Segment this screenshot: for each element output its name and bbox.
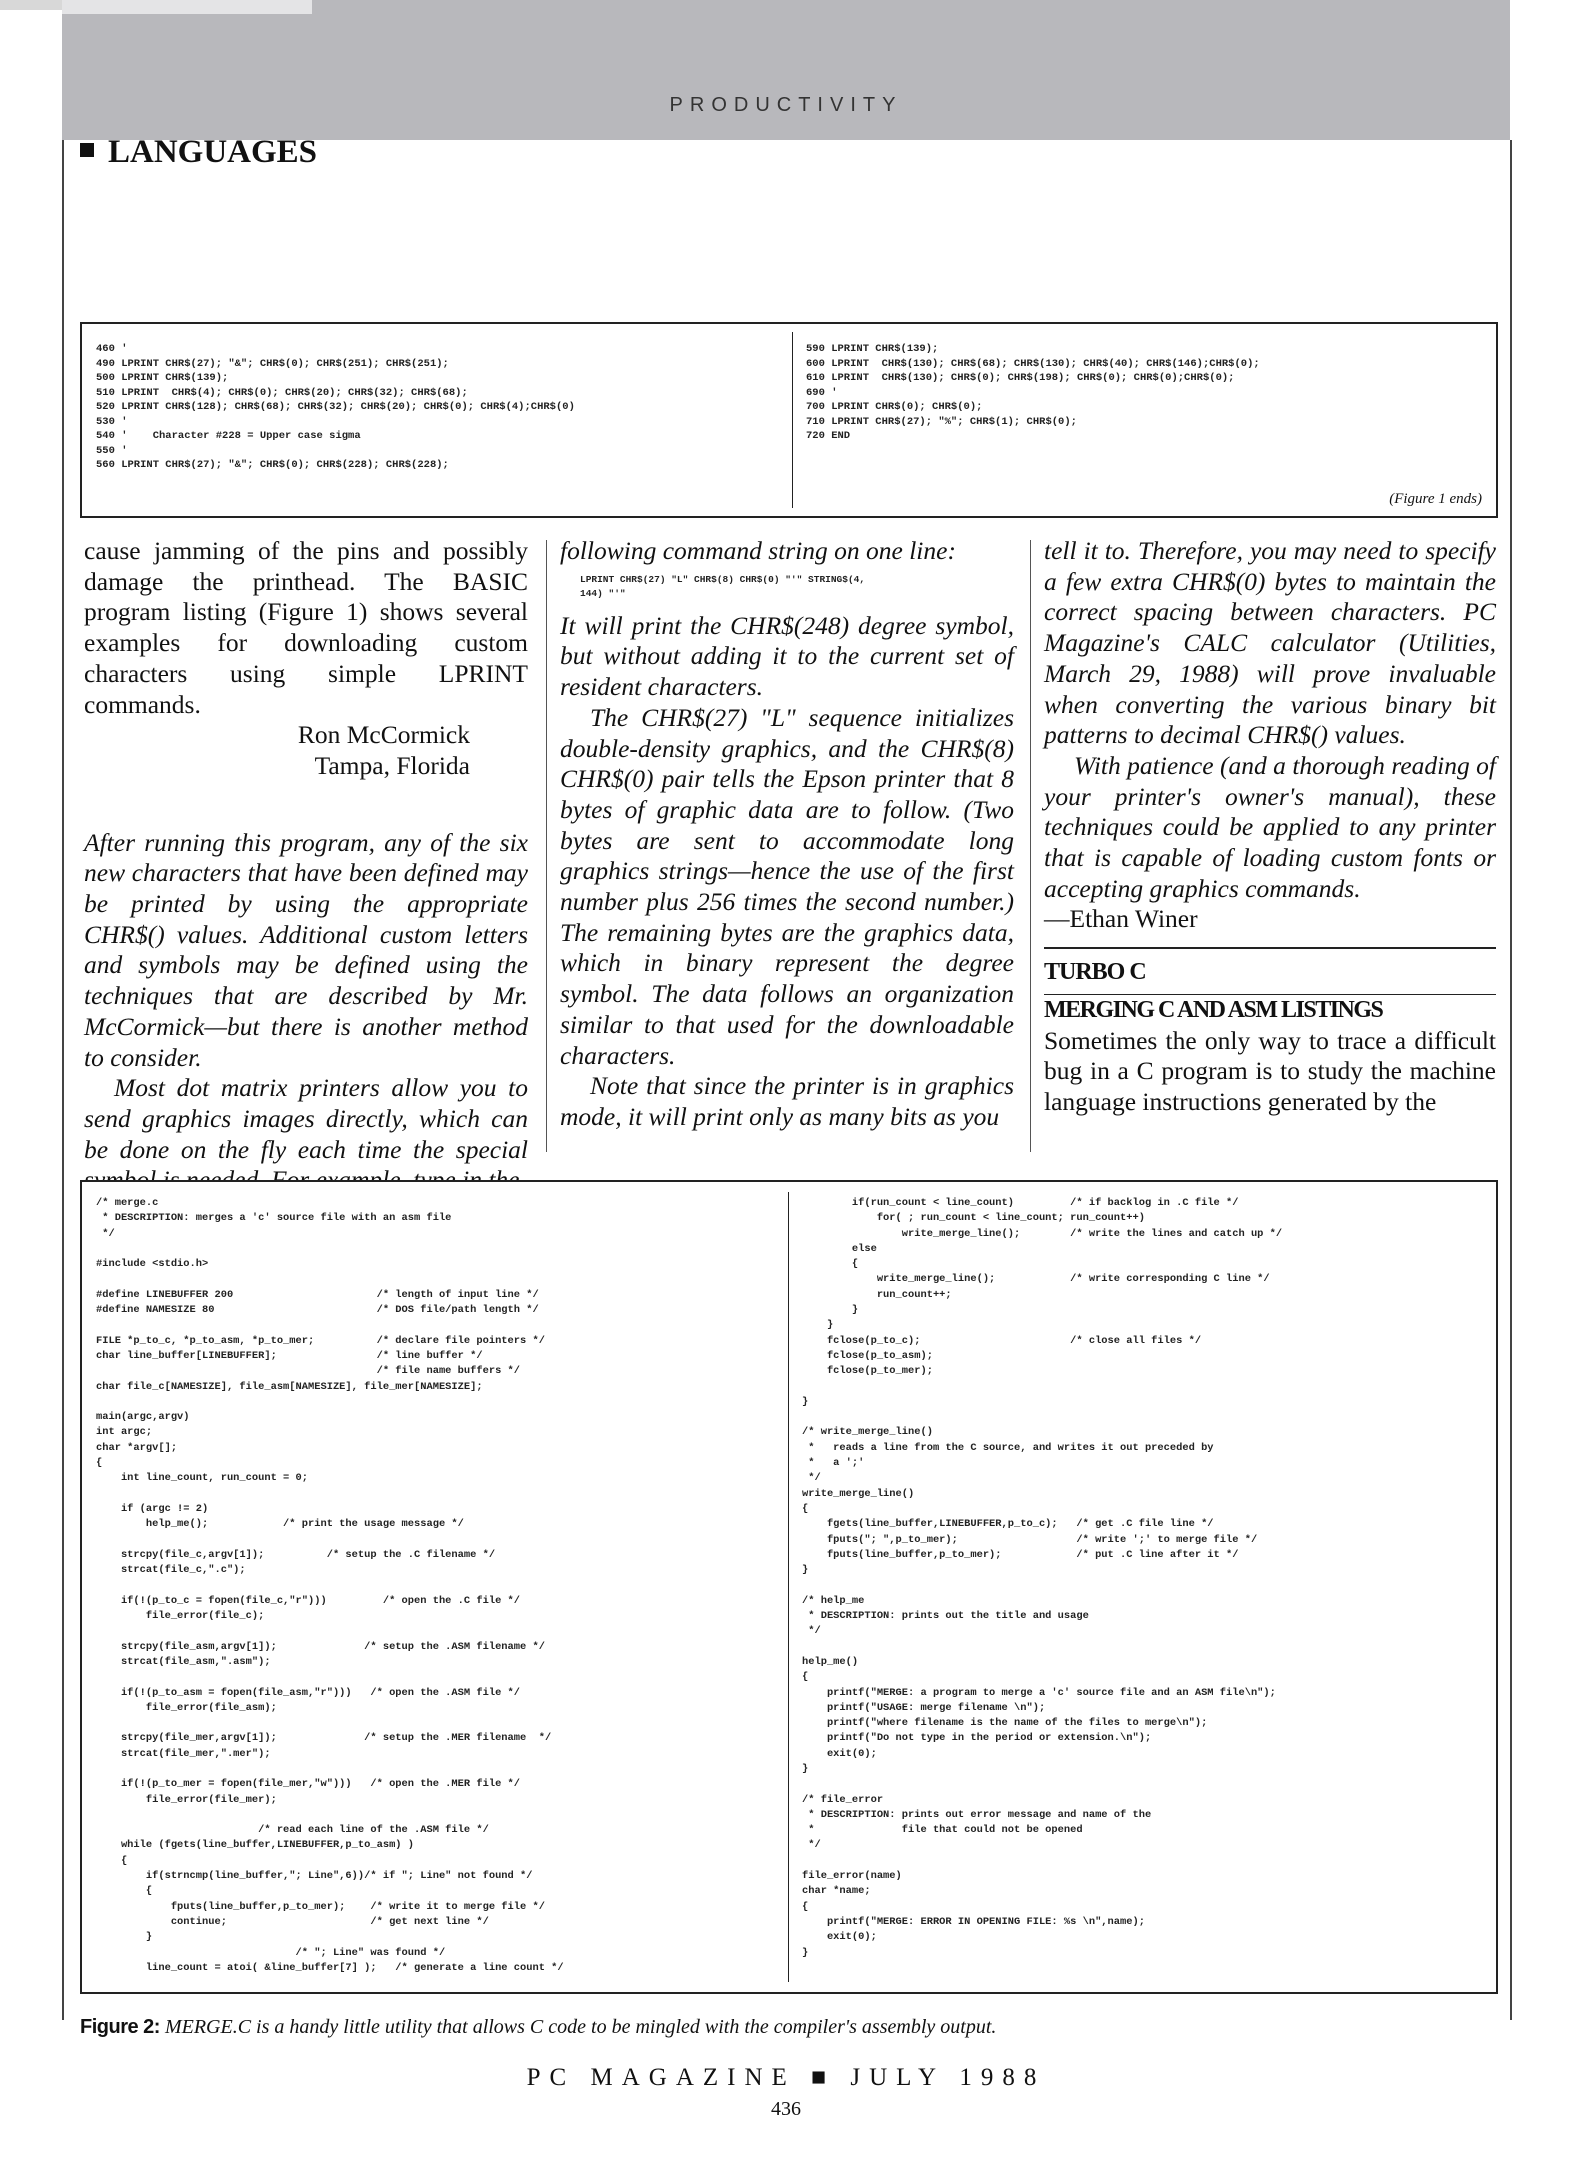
column-rule-1 <box>546 540 547 1152</box>
figure-2-code-box <box>80 1180 1498 1994</box>
footer-magazine: PC MAGAZINE ■ JULY 1988 <box>526 2064 1046 2091</box>
article-column-1 <box>84 536 528 1196</box>
letter-signature-name: Ron McCormick <box>297 720 470 750</box>
letter-signature-place: Tampa, Florida <box>314 750 470 780</box>
paragraph-gap <box>84 782 528 828</box>
figure-2-right-column <box>802 1196 1282 1961</box>
figure-2-left-code: /* merge.c * DESCRIPTION: merges a 'c' source file with an asm file */ #include <stdio.h> #define LINEBUFFER 200 /* length of input line */ #define NAMESIZE 80 /* DOS file/path length */ FILE *p_to_c, *p_to_asm, *p_to_mer; /* declare file pointers */ char line_buffer[LINEBUFFER]; /* line buffer */ /* file name buffers */ char file_c[NAMESIZE], file_asm[NAMESIZE], file_mer[NAMESIZE]; main(argc,argv) int argc; char *argv[]; { int line_count, run_count = 0; if (argc != 2) help_me(); /* print the usage message */ strcpy(file_c,argv[1]); /* setup the .C filename */ strcat(file_c,".c"); if(!(p_to_c = fopen(file_c,"r"))) /* open the .C file */ file_error(file_c); strcpy(file_asm,argv[1]); /* setup the .ASM filename */ strcat(file_asm,".asm"); if(!(p_to_asm = fopen(file_asm,"r"))) /* open the .ASM file */ file_error(file_asm); strcpy(file_mer,argv[1]); /* setup the .MER filename */ strcat(file_mer,".mer"); if(!(p_to_mer = fopen(file_mer,"w"))) /* open the .MER file */ file_error(file_mer); /* read each line of the .ASM file */ while (fgets(line_buffer,LINEBUFFER,p_to_asm) ) { if(strncmp(line_buffer,"; Line",6))/* if "; Line" not found */ { fputs(line_buffer,p_to_mer); /* write it to merge file */ continue; /* get next line */ } /* "; Line" was found */ line_count = atoi( &line_buffer[7] ); /* generate a line count */ <box>96 1197 564 1974</box>
col1-paragraph-1: cause jamming of the pins and possibly damage the printhead. The BASIC program listing (Figure 1) shows several examples for downloading custom characters using simple LPRINT commands. <box>84 536 528 719</box>
col2-inline-code: LPRINT CHR$(27) "L" CHR$(8) CHR$(0) "'" STRING$(4, 144) "'" <box>580 573 866 599</box>
figure-1-right-column <box>806 342 1260 444</box>
figure-2-divider <box>788 1192 789 1982</box>
left-page-rule <box>62 140 64 2020</box>
col1-paragraph-3: Most dot matrix printers allow you to send graphics images directly, which can be done on the fly each time the special <box>84 1073 528 1164</box>
col2-paragraph-1: following command string on one line: <box>560 536 956 565</box>
bullet-square-icon <box>80 143 94 157</box>
header-band-highlight <box>62 0 312 14</box>
col3-signature: —Ethan Winer <box>1044 904 1198 934</box>
figure-1-left-column <box>96 342 575 473</box>
section-rule <box>1044 947 1496 949</box>
column-rule-2 <box>1030 540 1031 1152</box>
figure-2-left-column <box>96 1196 564 1976</box>
col3-paragraph-2: With patience (and a thorough reading of your printer's owner's manual), these techniques could be applied to any printer that is capable of loading custom fonts or accepting graphics commands. <box>1044 750 1496 903</box>
col3-subheading: MERGING C AND ASM LISTINGS <box>1044 996 1383 1023</box>
col2-paragraph-3: The CHR$(27) "L" sequence initializes double-density graphics, and the CHR$(8) CHR$(0) pair tells the Epson printer that 8 bytes of graphic data are to follow. (Two bytes are sent to accommodate long graphics strings—hence the use of the first number plus 256 times the second number.) The remaining bytes are the graphics data, which in binary represent the degree symbol. The data follows an organization similar to that used for the downloadable characters. <box>560 702 1014 1070</box>
header-band-edge <box>0 0 62 10</box>
figure-1-left-code: 460 ' 490 LPRINT CHR$(27); "&"; CHR$(0); CHR$(251); CHR$(251); 500 LPRINT CHR$(139); 510 LPRINT CHR$(4); CHR$(0); CHR$(20); CHR$(32); CHR$(68); 520 LPRINT CHR$(128); CHR$(68); CHR$(32); CHR$(20); CHR$(0); CHR$(4);CHR$(0) 530 ' 540 ' Character #228 = Upper case sigma 550 ' 560 LPRINT CHR$(27); "&"; CHR$(0); CHR$(228); CHR$(228); <box>96 343 575 471</box>
figure-1-caption: (Figure 1 ends) <box>1389 491 1482 507</box>
figure-1-code-box <box>80 322 1498 518</box>
page-title-text: LANGUAGES <box>108 134 318 170</box>
figure-2-caption <box>80 2016 996 2039</box>
figure-2-caption-label: Figure 2: <box>80 2016 160 2038</box>
col3-paragraph-1: tell it to. Therefore, you may need to specify a few extra CHR$(0) bytes to maintain the correct spacing between characters. PC Magazine's CALC calculator (Utilities, March 29, 1988) will prove invaluable when converting the various binary bit patterns to decimal CHR$() values. <box>1044 536 1496 750</box>
right-page-rule <box>1510 140 1512 2020</box>
article-column-2 <box>560 536 1014 1133</box>
col2-paragraph-4: Note that since the printer is in graphics mode, it will print only as many bits as you <box>560 1071 1014 1131</box>
page-title <box>80 134 317 171</box>
col3-paragraph-3: Sometimes the only way to trace a difficult bug in a C program is to study the machine language instructions generated by the <box>1044 1025 1496 1116</box>
section-label: PRODUCTIVITY <box>669 94 903 116</box>
article-column-3 <box>1044 536 1496 1118</box>
page-number: 436 <box>771 2098 801 2120</box>
col3-section-heading: TURBO C <box>1044 959 1146 986</box>
figure-1-right-code: 590 LPRINT CHR$(139); 600 LPRINT CHR$(130); CHR$(68); CHR$(130); CHR$(40); CHR$(146);CHR$(0); 610 LPRINT CHR$(130); CHR$(0); CHR$(198); CHR$(0); CHR$(0);CHR$(0); 690 ' 700 LPRINT CHR$(0); CHR$(0); 710 LPRINT CHR$(27); "%"; CHR$(1); CHR$(0); 720 END <box>806 343 1260 442</box>
figure-2-right-code: if(run_count < line_count) /* if backlog in .C file */ for( ; run_count < line_count; run_count++) write_merge_line(); /* write the lines and catch up */ else { write_merge_line(); /* write corresponding C line */ run_count++; } } fclose(p_to_c); /* close all files */ fclose(p_to_asm); fclose(p_to_mer); } /* write_merge_line() * reads a line from the C source, and writes it out preceded by * a ';' */ write_merge_line() { fgets(line_buffer,LINEBUFFER,p_to_c); /* get .C file line */ fputs("; ",p_to_mer); /* write ';' to merge file */ fputs(line_buffer,p_to_mer); /* put .C line after it */ } /* help_me * DESCRIPTION: prints out the title and usage */ help_me() { printf("MERGE: a program to merge a 'c' source file and an ASM file\n"); printf("USAGE: merge filename \n"); printf("where filename is the name of the files to merge\n"); printf("Do not type in the period or extension.\n"); exit(0); } /* file_error * DESCRIPTION: prints out error message and name of the * file that could not be opened */ file_error(name) char *name; { printf("MERGE: ERROR IN OPENING FILE: %s \n",name); exit(0); } <box>802 1197 1283 1959</box>
header-band <box>62 0 1510 140</box>
figure-1-divider <box>792 332 793 508</box>
col1-paragraph-2: After running this program, any of the six new characters that have been defined may be printed by using the appropriate CHR$() values. Additional custom letters and symbols may be defined using the techniques that are described by Mr. McCormick—but there is another method to consider. <box>84 827 528 1072</box>
figure-2-caption-text: MERGE.C is a handy little utility that allows C code to be mingled with the compiler's assembly output. <box>164 2016 997 2038</box>
col2-paragraph-2: It will print the CHR$(248) degree symbol, but without adding it to the current set of resident characters. <box>560 610 1014 702</box>
